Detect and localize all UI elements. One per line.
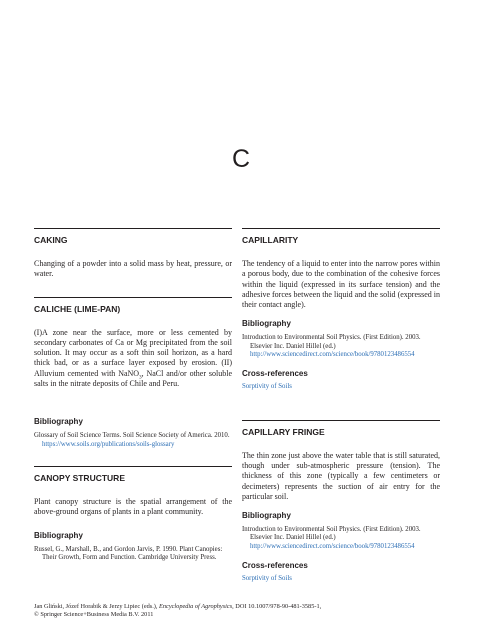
bibliography-text: Introduction to Environmental Soil Physics. (First Edition). 2003. Elsevier Inc. Daniel Hillel (ed.) [242,526,421,542]
entry-heading-caliche: CALICHE (LIME-PAN) [34,303,121,314]
bibliography-entry [242,526,440,551]
bibliography-text: Glossary of Soil Science Terms. Soil Science Society of America. 2010. [34,432,230,440]
footer-citation [34,603,454,611]
entry-text-caking: Changing of a powder into a solid mass by heat, pressure, or water. [34,259,232,279]
entry-text-capillarity: The tendency of a liquid to enter into the narrow pores within a porous body, due to the combination of the cohesive forces within the liquid (expressed in its surface tension) and the adhesive forces between the liquid and the solid (expressed in their contact angle). [242,259,440,310]
bibliography-entry [242,334,440,359]
bibliography-entry [34,432,232,449]
bibliography-link[interactable]: https://www.soils.org/publications/soils-glossary [42,440,175,448]
section-letter: C [231,145,251,173]
entry-rule [242,420,440,421]
entry-rule [34,297,232,298]
entry-rule [242,228,440,229]
bibliography-heading: Bibliography [242,511,291,521]
entry-text-caliche [34,328,232,390]
caliche-text-part: (I)A zone near the surface, more or less cemented by secondary carbonates of Ca or Mg precipitated from the soil solution. It may occur as a soft thin soil horizon, as a hard thick bad, or as a surface layer exposed by erosion. (II) Alluvium cemented with NaNO [34,327,232,378]
left-column [34,228,232,562]
bibliography-link[interactable]: http://www.sciencedirect.com/science/book/9780123486554 [250,351,415,359]
crossref-link[interactable]: Sorptivity of Soils [242,383,292,391]
caliche-subscript: 3 [139,375,142,381]
crossref-heading: Cross-references [242,369,308,379]
crossref-link[interactable]: Sorptivity of Soils [242,575,292,583]
bibliography-heading: Bibliography [34,530,83,540]
footer-copyright: © Springer Science+Business Media B.V. 2011 [34,611,154,619]
bibliography-heading: Bibliography [34,417,83,427]
footer-doi: , DOI 10.1007/978-90-481-3585-1, [232,603,322,610]
crossref-heading: Cross-references [242,561,308,571]
bibliography-entry: Russel, G., Marshall, B., and Gordon Jarvis, P. 1990. Plant Canopies: Their Growth, Form and Function. Cambridge University Press. [34,545,223,561]
right-column [242,228,440,583]
bibliography-heading: Bibliography [242,319,291,329]
entry-heading-caking: CAKING [34,235,68,245]
footer-book-title: Encyclopedia of Agrophysics [159,603,233,610]
entry-heading-capillary-fringe: CAPILLARY FRINGE [242,426,325,437]
entry-text-canopy: Plant canopy structure is the spatial arrangement of the above-ground organs of plants in a plant community. [34,496,232,517]
bibliography-text: Introduction to Environmental Soil Physics. (First Edition). 2003. Elsevier Inc. Daniel Hillel (ed.) [242,334,421,350]
entry-heading-capillarity: CAPILLARITY [242,235,299,245]
bibliography-link[interactable]: http://www.sciencedirect.com/science/book/9780123486554 [250,542,415,550]
entry-heading-canopy: CANOPY STRUCTURE [34,472,125,483]
caliche-text-part: , NaCl and/or other soluble salts in the nitrate deposits of Chile and Peru. [34,368,233,389]
page-footer [34,603,454,619]
entry-rule [34,466,232,467]
entry-text-capillary-fringe: The thin zone just above the water table that is still saturated, though under sub-atmospheric pressure (tension). The thickness of this zone (typically a few centimeters or decimeters) represents the suction of air entry for the particular soil. [242,450,440,501]
entry-rule [34,228,232,229]
footer-editors: Jan Gliński, Józef Horabik & Jerzy Lipiec (eds.), [34,603,158,610]
